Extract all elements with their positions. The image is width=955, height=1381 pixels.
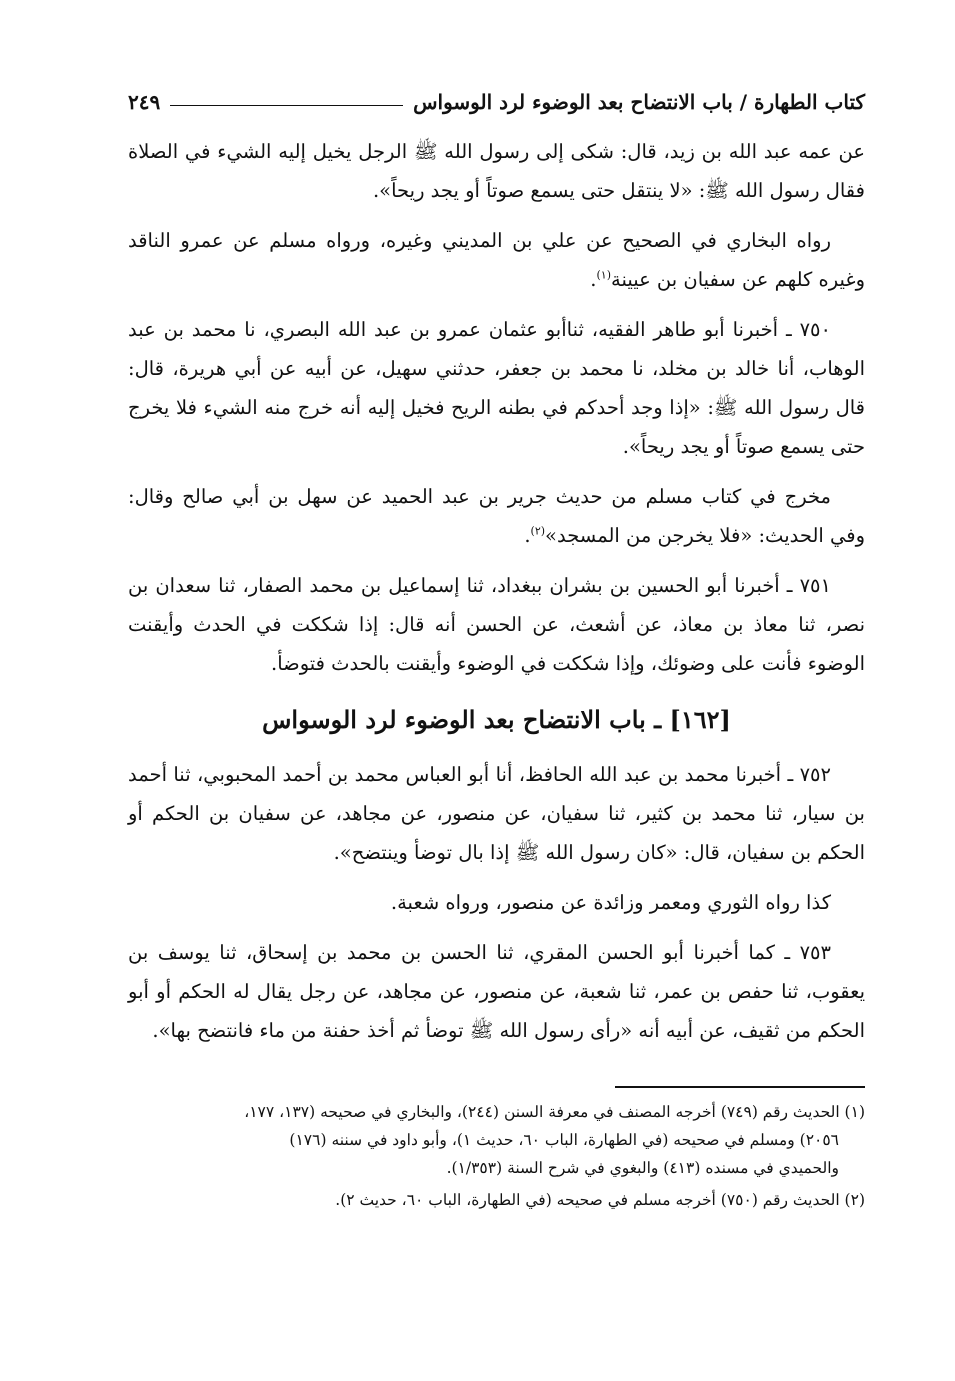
footnote-ref-2[interactable]: (٢) — [530, 524, 546, 538]
header-rule — [170, 105, 403, 106]
page-number: ٢٤٩ — [128, 90, 161, 114]
hadith-750: ٧٥٠ ـ أخبرنا أبو طاهر الفقيه، ثناأبو عثمان عمرو بن عبد الله البصري، نا محمد بن عبد الوهاب، أنا خالد بن مخلد، نا محمد بن جعفر، حدثني سهيل، عن أبيه عن أبي هريرة، قال: قال رسول الله ﷺ: «إذا وجد أحدكم في بطنه الريح فخيل إليه أنه خرج منه الشيء فلا يخرج حتى يسمع صوتاً أو يجد ريحاً». — [128, 318, 865, 458]
chapter-heading: [١٦٢] ـ باب الانتضاح بعد الوضوء لرد الوسواس — [262, 705, 731, 734]
running-title: كتاب الطهارة / باب الانتضاح بعد الوضوء لرد الوسواس — [413, 90, 865, 114]
hadith-751: ٧٥١ ـ أخبرنا أبو الحسين بن بشران ببغداد، ثنا إسماعيل بن محمد الصفار، ثنا سعدان بن نصر، ثنا معاذ بن معاذ، عن أشعث، عن الحسن أنه قال: إذا شككت في الحدث وأيقنت الوضوء فأنت على وضوئك، وإذا شككت في الوضوء وأيقنت بالحدث فتوضأ. — [128, 574, 865, 675]
footnote-ref-1[interactable]: (١) — [596, 268, 611, 282]
running-header — [128, 74, 865, 114]
paragraph-2-end: . — [590, 268, 597, 291]
paragraph-4-text: مخرج في كتاب مسلم من حديث جرير بن عبد الحميد عن سهل بن أبي صالح وقال: وفي الحديث: «فلا يخرجن من المسجد» — [128, 485, 865, 547]
footnote-1-line-3: والحميدي في مسنده (٤١٣) والبغوي في شرح السنة (١/٣٥٣). — [446, 1159, 839, 1177]
paragraph-1: عن عمه عبد الله بن زيد، قال: شكى إلى رسول الله ﷺ الرجل يخيل إليه الشيء في الصلاة فقال رسول الله ﷺ: «لا ينتقل حتى يسمع صوتاً أو يجد ريحاً». — [128, 140, 865, 202]
footnote-1 — [128, 1098, 865, 1182]
footnote-rule — [615, 1086, 865, 1088]
paragraph-4-end: . — [524, 524, 531, 547]
paragraph-7: كذا رواه الثوري ومعمر وزائدة عن منصور، ورواه شعبة. — [390, 891, 831, 914]
hadith-753: ٧٥٣ ـ كما أخبرنا أبو الحسن المقري، ثنا الحسن بن محمد بن إسحاق، ثنا يوسف بن يعقوب، ثنا حفص بن عمر، ثنا شعبة، عن منصور، عن مجاهد، عن رجل يقال له الحكم أو أبو الحكم من ثقيف، عن أبيه أنه «رأى رسول الله ﷺ توضأ ثم أخذ حفنة من ماء فانتضح بها». — [128, 941, 865, 1042]
footnote-2: (٢) الحديث رقم (٧٥٠) أخرجه مسلم في صحيحه (في الطهارة، الباب ٦٠، حديث ٢). — [335, 1191, 865, 1209]
paragraph-2-text: رواه البخاري في الصحيح عن علي بن المديني وغيره، ورواه مسلم عن عمرو الناقد وغيره كلهم عن سفيان بن عيينة — [128, 229, 865, 291]
paragraph-4 — [128, 477, 865, 555]
footnote-1-line-2: ٢٠٥٦) ومسلم في صحيحه (في الطهارة، الباب ٦٠، حديث ١)، وأبو داود في سننه (١٧٦) — [289, 1131, 839, 1149]
paragraph-2 — [128, 221, 865, 299]
footnote-1-line-1: (١) الحديث رقم (٧٤٩) أخرجه المصنف في معرفة السنن (٢٤٤)، والبخاري في صحيحه (١٣٧، ١٧٧، — [244, 1103, 865, 1121]
hadith-752: ٧٥٢ ـ أخبرنا محمد بن عبد الله الحافظ، أنا أبو العباس محمد بن أحمد المحبوبي، ثنا أحمد بن سيار، ثنا محمد بن كثير، ثنا سفيان، عن منصور، عن مجاهد، عن سفيان بن الحكم أو الحكم بن سفيان، قال: «كان رسول الله ﷺ إذا بال توضأ وينتضح». — [128, 763, 865, 864]
